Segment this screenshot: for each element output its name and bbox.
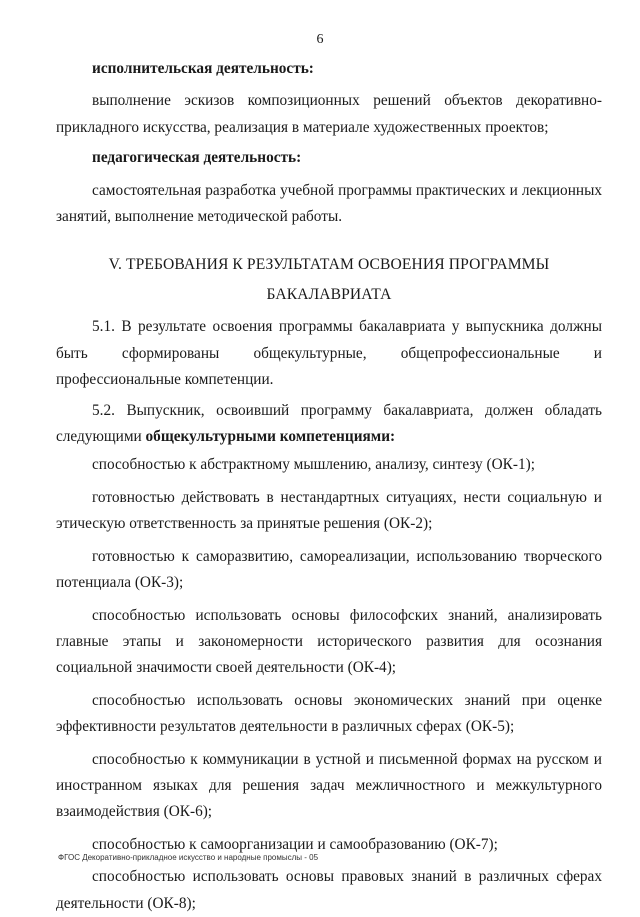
competency-ok-8: способностью использовать основы правовых знаний в различных сферах деятельности (ОК-8); bbox=[56, 868, 602, 912]
page-footer: ФГОС Декоративно-прикладное искусство и народные промыслы - 05 bbox=[58, 853, 319, 862]
competency-ok-7: способностью к самоорганизации и самообразованию (ОК-7); bbox=[92, 835, 498, 853]
section-heading-performing: исполнительская деятельность: bbox=[92, 60, 314, 77]
chapter-title-line2: БАКАЛАВРИАТА bbox=[266, 286, 392, 304]
competency-ok-6: способностью к коммуникации в устной и письменной формах на русском и иностранном языках для решения задач межличностного и межкультурного взаимодействия (ОК-6); bbox=[56, 750, 602, 821]
chapter-title-line1: V. ТРЕБОВАНИЯ К РЕЗУЛЬТАТАМ ОСВОЕНИЯ ПРОГРАММЫ bbox=[108, 256, 550, 274]
section-heading-pedagogical: педагогическая деятельность: bbox=[92, 149, 302, 167]
competency-ok-1: способностью к абстрактному мышлению, анализу, синтезу (ОК-1); bbox=[92, 456, 535, 474]
chapter-title bbox=[56, 250, 602, 310]
paragraph-5-2-text: 5.2. Выпускник, освоивший программу бакалавриата, должен обладать следующими bbox=[56, 401, 602, 446]
document-body bbox=[56, 56, 602, 917]
competency-ok-5: способностью использовать основы экономических знаний при оценке эффективности результатов деятельности в различных сферах (ОК-5); bbox=[56, 691, 602, 736]
competency-ok-2: готовностью действовать в нестандартных ситуациях, нести социальную и этическую ответственность за принятые решения (ОК-2); bbox=[56, 488, 602, 533]
page-number: 6 bbox=[316, 32, 324, 47]
competency-ok-4: способностью использовать основы философских знаний, анализировать главные этапы и закономерности исторического развития для осознания социальной значимости своей деятельности (ОК-4); bbox=[56, 606, 602, 677]
paragraph-5-2-bold: общекультурными компетенциями: bbox=[145, 428, 396, 446]
paragraph-5-1: 5.1. В результате освоения программы бакалавриата у выпускника должны быть сформированы общекультурные, общепрофессиональные и профессиональные компетенции. bbox=[56, 318, 602, 389]
paragraph-5-2 bbox=[56, 398, 602, 451]
section-text-pedagogical: самостоятельная разработка учебной программы практических и лекционных занятий, выполнение методической работы. bbox=[56, 181, 602, 226]
competency-ok-3: готовностью к саморазвитию, самореализации, использованию творческого потенциала (ОК-3); bbox=[56, 547, 602, 592]
section-text-performing: выполнение эскизов композиционных решений объектов декоративно-прикладного искусства, реализация в материале художественных проектов; bbox=[56, 92, 602, 136]
